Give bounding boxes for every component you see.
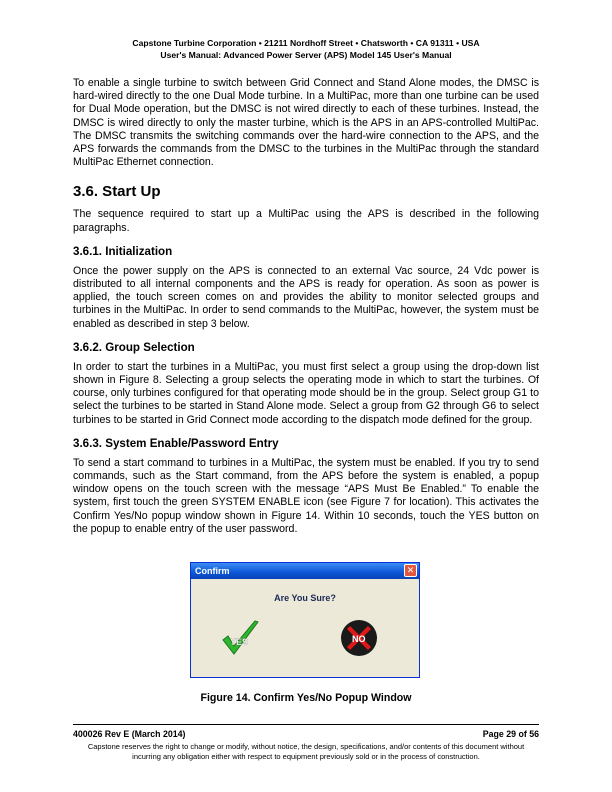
subsection-heading-system-enable: 3.6.3. System Enable/Password Entry [73, 436, 279, 450]
yes-label: YES [230, 637, 249, 647]
page-header [0, 38, 612, 61]
popup-title-bar [191, 563, 419, 579]
footer-doc-number: 400026 Rev E (March 2014) [73, 729, 186, 739]
group-selection-paragraph: In order to start the turbines in a MultiPac, you must first select a group using the drop-down list shown in Figure 8. Selecting a group selects the operating mode in which to start the turbines. Of course, only turbines configured for that operating mode should be in the group. Select group G1 to select the turbines to be started in Stand Alone mode. Select a group from G2 through G6 to select turbines to be started in Grid Connect mode according to the dispatch mode defined for the group. [73, 360, 539, 426]
initialization-paragraph: Once the power supply on the APS is connected to an external Vac source, 24 Vdc power is distributed to all internal components and the APS is ready for operation. As soon as power is applied, the touch screen comes on and provides the ability to monitor selected groups and turbines in the MultiPac. In order to send commands to the MultiPac, however, the system must be enabled as described in step 3 below. [73, 264, 539, 330]
figure-caption: Figure 14. Confirm Yes/No Popup Window [200, 692, 412, 704]
section-heading-start-up: 3.6. Start Up [73, 183, 161, 201]
header-line-2: User's Manual: Advanced Power Server (APS) Model 145 User's Manual [160, 49, 452, 60]
footer-page-number: Page 29 of 56 [482, 729, 539, 739]
no-label: NO [352, 634, 366, 644]
close-icon[interactable]: ✕ [404, 564, 417, 577]
subsection-heading-initialization: 3.6.1. Initialization [73, 244, 173, 258]
intro-paragraph: To enable a single turbine to switch between Grid Connect and Stand Alone modes, the DMSC is hard-wired directly to the one Dual Mode turbine. In a MultiPac, more than one turbine can be used for Dual Mode operation, but the DMSC is not wired directly to each of these turbines. Instead, the DMSC is wired directly to only the master turbine, which is the APS in an APS-controlled MultiPac. The DMSC transmits the switching commands over the hard-wire connection to the APS, and the APS forwards the commands from the DMSC to the turbines in the MultiPac through the standard MultiPac Ethernet connection. [73, 77, 539, 169]
no-button[interactable] [339, 618, 379, 658]
footer-divider [73, 724, 539, 725]
confirm-popup-window [190, 562, 420, 678]
subsection-heading-group-selection: 3.6.2. Group Selection [73, 340, 195, 354]
document-body [73, 77, 539, 536]
popup-title: Confirm [195, 566, 230, 576]
popup-question: Are You Sure? [274, 593, 336, 603]
yes-button[interactable] [219, 618, 261, 660]
header-line-1: Capstone Turbine Corporation • 21211 Nordhoff Street • Chatsworth • CA 91311 • USA [132, 38, 480, 48]
start-up-paragraph: The sequence required to start up a MultiPac using the APS is described in the following paragraphs. [73, 208, 539, 234]
system-enable-paragraph: To send a start command to turbines in a MultiPac, the system must be enabled. If you try to send commands, such as the Start command, from the APS before the system is enabled, a popup window opens on the touch screen with the message “APS Must Be Enabled.” To enable the system, first touch the green SYSTEM ENABLE icon (see Figure 7 for location). This activates the Confirm Yes/No popup window shown in Figure 14. Within 10 seconds, touch the YES button on the popup to enable entry of the user password. [73, 456, 539, 535]
footer-disclaimer: Capstone reserves the right to change or modify, without notice, the design, specifications, and/or contents of this document without incurring any obligation either with respect to equipment previously sold or in the process of construction. [87, 742, 525, 761]
